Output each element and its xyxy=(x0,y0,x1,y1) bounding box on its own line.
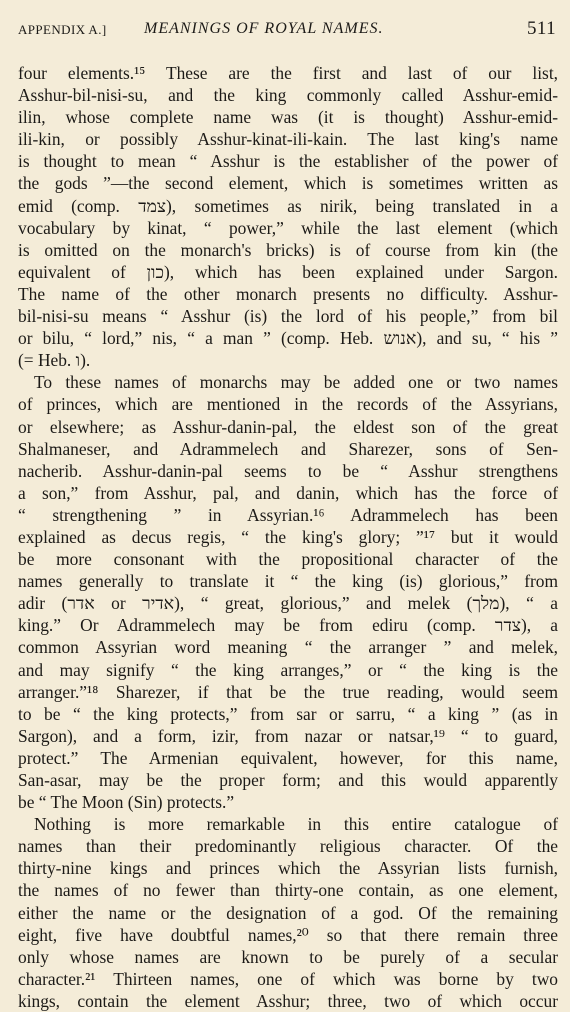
text-line: eight, five have doubtful names,²⁰ so that there remain three xyxy=(18,924,558,945)
text-line: nacherib. Asshur-danin-pal seems to be “ Asshur strengthens xyxy=(18,460,558,481)
running-head xyxy=(18,18,556,48)
text-line: either the name or the designation of a god. Of the remaining xyxy=(18,902,558,923)
text-line: be “ The Moon (Sin) protects.” xyxy=(18,792,235,813)
text-line: four elements.¹⁵ These are the first and last of our list, xyxy=(18,63,558,83)
text-line: names generally to translate it “ the king (is) glorious,” from xyxy=(18,571,558,592)
text-line: Sargon), and a form, izir, from nazar or natsar,¹⁹ “ to guard, xyxy=(18,725,558,746)
text-line: to be “ the king protects,” from sar or sarru, “ a king ” (as in xyxy=(18,703,558,724)
text-line: and may signify “ the king arranges,” or “ the king is the xyxy=(18,659,558,680)
text-line: names than their predominantly religious character. Of the xyxy=(18,836,558,857)
text-line: or bilu, “ lord,” nis, “ a man ” (comp. Heb. אנוש), and su, “ his ” xyxy=(18,328,558,349)
text-line: (= Heb. ו). xyxy=(18,350,91,371)
text-line: ilin, whose complete name was (it is thought) Asshur-emid- xyxy=(18,107,558,128)
text-line: San-asar, may be the proper form; and this would apparently xyxy=(18,770,558,790)
text-line: of princes, which are mentioned in the records of the Assyrians, xyxy=(18,394,558,415)
chapter-title: MEANINGS OF ROYAL NAMES. xyxy=(144,20,384,37)
text-line: bil-nisi-su means “ Asshur (is) the lord of his people,” from bil xyxy=(18,306,558,327)
body-text xyxy=(18,62,558,1012)
text-line: or elsewhere; as Asshur-danin-pal, the eldest son of the great xyxy=(18,416,558,437)
text-line: emid (comp. צמד), sometimes as nirik, being translated in a xyxy=(18,195,559,216)
text-line: “ strengthening ” in Assyrian.¹⁶ Adrammelech has been xyxy=(18,504,558,525)
text-line: explained as decus regis, “ the king's glory; ”¹⁷ but it would xyxy=(18,526,558,547)
text-line: The name of the other monarch presents no difficulty. Asshur- xyxy=(18,283,558,304)
text-line: common Assyrian word meaning “ the arranger ” and melek, xyxy=(18,637,558,658)
text-line: the names of no fewer than thirty-one contain, as one element, xyxy=(18,880,558,901)
text-line: Asshur-bil-nisi-su, and the king commonly called Asshur-emid- xyxy=(18,85,558,106)
text-line: adir (אדר or אדיר), “ great, glorious,” and melek (מלך), “ a xyxy=(18,593,558,614)
text-line: thirty-nine kings and princes which the Assyrian lists furnish, xyxy=(18,858,558,879)
text-line: kings, contain the element Asshur; three, two of which occur xyxy=(18,990,558,1011)
text-line: ili-kin, or possibly Asshur-kinat-ili-kain. The last king's name xyxy=(18,129,558,150)
text-line: king.” Or Adrammelech may be from ediru (comp. צדר), a xyxy=(18,615,558,636)
appendix-label: APPENDIX A.] xyxy=(18,22,107,37)
text-line: protect.” The Armenian equivalent, however, for this name, xyxy=(18,747,558,768)
text-line: is thought to mean “ Asshur is the establisher of the power of xyxy=(18,151,558,172)
text-line: a son,” from Asshur, pal, and danin, which has the force of xyxy=(18,482,558,503)
text-line: Nothing is more remarkable in this entire catalogue of xyxy=(34,814,558,835)
page-number: 511 xyxy=(527,18,556,39)
text-line: To these names of monarchs may be added one or two names xyxy=(34,372,558,393)
text-line: Shalmaneser, and Adrammelech and Sharezer, sons of Sen- xyxy=(18,438,558,459)
text-line: equivalent of כון), which has been explained under Sargon. xyxy=(18,261,558,282)
text-line: character.²¹ Thirteen names, one of which was borne by two xyxy=(18,968,558,989)
text-line: arranger.”¹⁸ Sharezer, if that be the true reading, would seem xyxy=(18,681,558,702)
text-line: the gods ”—the second element, which is sometimes written as xyxy=(18,173,558,194)
text-line: be more consonant with the propositional character of the xyxy=(18,549,558,570)
text-line: vocabulary by kinat, “ power,” while the last element (which xyxy=(18,217,558,238)
text-line: is omitted on the monarch's bricks) is of course from kin (the xyxy=(18,239,558,260)
text-line: only whose names are known to be purely of a secular xyxy=(18,946,558,967)
